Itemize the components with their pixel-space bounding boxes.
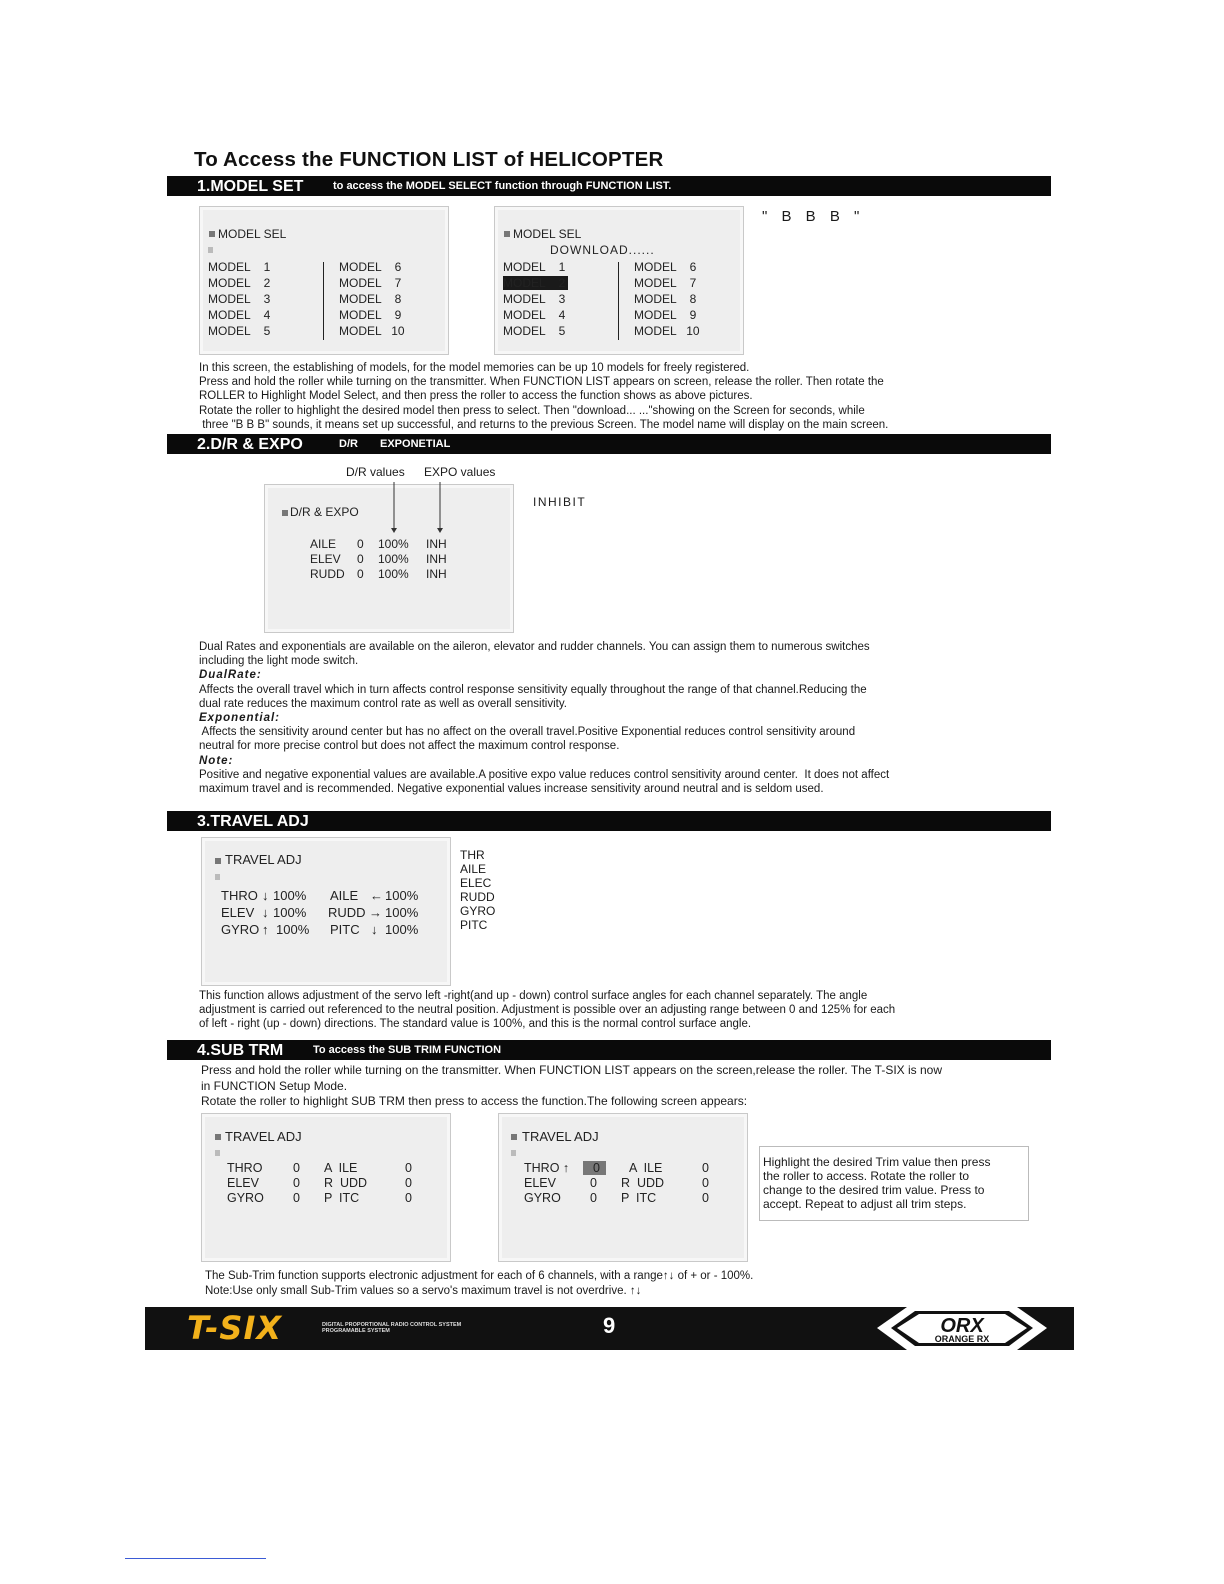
lcd-travel-adj [201, 837, 451, 986]
list-item: MODEL 4 [503, 308, 566, 322]
tagline-line: PROGRAMABLE SYSTEM [322, 1328, 390, 1334]
channel-label: ELEV [524, 1176, 556, 1190]
channel-label: AILE [330, 888, 359, 903]
expo-value: INH [426, 537, 447, 551]
channel-label: THRO ↑ [524, 1161, 570, 1175]
channel-label: AILE [310, 537, 337, 551]
download-status: DOWNLOAD...... [550, 243, 655, 257]
travel-value: 100% [276, 922, 310, 937]
cursor-icon [215, 1150, 220, 1156]
channel-name: PITC [460, 918, 488, 932]
list-item: MODEL 6 [634, 260, 697, 274]
instruction-note [763, 1155, 990, 1211]
trim-value: 0 [405, 1191, 412, 1205]
channel-label: GYRO [221, 922, 260, 937]
travel-value: 100% [273, 888, 307, 903]
body-line: ROLLER to Highlight Model Select, and then press the roller to access the function shows as above pictures. [199, 390, 753, 403]
list-item: MODEL 10 [634, 324, 700, 338]
channel-list [460, 848, 495, 932]
note-line: Highlight the desired Trim value then press [763, 1155, 991, 1169]
channel-label: PITC [330, 922, 360, 937]
channel-label: THRO [227, 1161, 263, 1175]
expo-value: INH [426, 552, 447, 566]
body-line: Press and hold the roller while turning on the transmitter. When FUNCTION LIST appears on the screen,release the roller. The T-SIX is now [201, 1063, 943, 1077]
section-header-travel-adj [167, 811, 1051, 831]
list-item: MODEL 8 [339, 292, 402, 306]
channel-label: GYRO [227, 1191, 264, 1205]
body-line: Rotate the roller to highlight SUB TRM then press to access the function.The following screen appears: [201, 1094, 748, 1108]
cursor-icon [215, 874, 220, 880]
travel-value: 100% [385, 888, 419, 903]
channel-name: THR [460, 848, 485, 862]
body-line: adjustment is carried out referenced to the neutral position. Adjustment is possible over an adjusting range between 0 and 125% for each [199, 1004, 896, 1017]
logo-subtext: ORANGE RX [934, 1334, 990, 1344]
beep-sound-label: " B B B " [762, 208, 865, 225]
footnote-line: The Sub-Trim function supports electronic adjustment for each of 6 channels, with a range↑↓ of + or - 100%. [205, 1270, 754, 1282]
trim-value: 0 [702, 1161, 709, 1175]
bullet-icon [209, 231, 215, 237]
t-six-logo: T-SIX [187, 1309, 283, 1347]
body-line: In this screen, the establishing of models, for the model memories can be up 10 models for freely registered. [199, 362, 750, 374]
section-subheading: To access the SUB TRIM FUNCTION [313, 1044, 502, 1056]
section-subheading: to access the MODEL SELECT function through FUNCTION LIST. [333, 180, 672, 192]
body-line: Rotate the roller to highlight the desired model then press to select. Then "download... ..."showing on the Screen for seconds, while [199, 404, 865, 417]
lcd-title: TRAVEL ADJ [225, 852, 302, 867]
body-line: three "B B B" sounds, it means set up successful, and returns to the previous Screen. The model name will display on the main screen. [199, 418, 889, 431]
channel-label: P ITC [621, 1191, 657, 1205]
channel-label: A ILE [324, 1161, 358, 1175]
body-line: dual rate reduces the maximum control rate as well as overall sensitivity. [199, 697, 567, 710]
list-item: MODEL 7 [339, 276, 402, 290]
dr-values-label: D/R values [346, 465, 405, 479]
divider [618, 262, 619, 340]
section-heading: 3.TRAVEL ADJ [197, 813, 309, 830]
bullet-icon [504, 231, 510, 237]
section-intro [201, 1063, 942, 1110]
list-item: MODEL 4 [208, 308, 271, 322]
bullet-icon [282, 510, 288, 516]
trim-value: 0 [405, 1161, 412, 1175]
channel-label: ELEV [310, 552, 341, 566]
trim-value-selected: 0 [583, 1161, 606, 1175]
travel-value: 100% [273, 905, 307, 920]
body-line: neutral for more precise control but does not affect the maximum control response. [199, 740, 620, 753]
travel-value: 100% [385, 922, 419, 937]
channel-label: RUDD [310, 567, 345, 581]
channel-label: P ITC [324, 1191, 360, 1205]
arrow-up-icon: ↑ [262, 922, 269, 937]
note-line: change to the desired trim value. Press to [763, 1183, 985, 1197]
section-body [199, 361, 888, 432]
lcd-title: TRAVEL ADJ [522, 1129, 599, 1144]
arrow-left-icon: ← [370, 888, 383, 903]
footnote-separator [125, 1558, 266, 1559]
lcd-title: MODEL SEL [218, 227, 287, 241]
bullet-icon [511, 1134, 517, 1140]
note-line: the roller to access. Rotate the roller to [763, 1169, 970, 1183]
dual-rate-heading: DualRate: [199, 669, 262, 682]
bullet-icon [215, 1134, 221, 1140]
list-item: MODEL 6 [339, 260, 402, 274]
lcd-title: MODEL SEL [513, 227, 582, 241]
channel-label: GYRO [524, 1191, 561, 1205]
page-footer [145, 1307, 1074, 1350]
section-header-sub-trim [167, 1040, 1051, 1060]
switch-value: 0 [357, 567, 364, 581]
list-item: MODEL 3 [503, 292, 566, 306]
switch-value: 0 [357, 552, 364, 566]
body-line: including the light mode switch. [199, 655, 359, 668]
footnote-line: Note:Use only small Sub-Trim values so a servo's maximum travel is not overdrive. ↑↓ [205, 1285, 642, 1297]
section-heading: 1.MODEL SET [197, 178, 304, 195]
body-line: maximum travel and is recommended. Negative exponential values increase sensitivity around neutral and is seldom used. [199, 783, 824, 796]
trim-value: 0 [702, 1176, 709, 1190]
arrow-down-icon: ↓ [371, 922, 378, 937]
instruction-note-box [759, 1146, 1029, 1221]
section-heading: 4.SUB TRM [197, 1042, 284, 1059]
list-item: MODEL 9 [634, 308, 697, 322]
section-subheading: D/R [339, 438, 358, 450]
note-line: accept. Repeat to adjust all trim steps. [763, 1197, 967, 1211]
sub-trim-footnotes [205, 1269, 753, 1299]
section-subheading: EXPONETIAL [380, 438, 451, 450]
trim-value: 0 [293, 1176, 300, 1190]
switch-value: 0 [357, 537, 364, 551]
cursor-icon [208, 247, 213, 253]
channel-label: ELEV [227, 1176, 259, 1190]
list-item: MODEL 3 [208, 292, 271, 306]
list-item: MODEL 5 [208, 324, 271, 338]
trim-value: 0 [293, 1191, 300, 1205]
body-line: Positive and negative exponential values are available.A positive expo value reduces control sensitivity around center. It does not affect [199, 768, 890, 781]
channel-label: RUDD [328, 905, 366, 920]
body-line: of left - right (up - down) directions. The standard value is 100%, and this is the normal control surface angle. [199, 1018, 752, 1031]
list-item: MODEL 7 [634, 276, 697, 290]
arrow-right-icon: → [369, 905, 382, 920]
inhibit-label: INHIBIT [533, 495, 587, 509]
list-item-selected: MODEL 2 [503, 276, 568, 290]
trim-value: 0 [590, 1176, 597, 1190]
page-number: 9 [603, 1313, 616, 1338]
lcd-title: TRAVEL ADJ [225, 1129, 302, 1144]
expo-values-label: EXPO values [424, 465, 496, 479]
orange-rx-logo [857, 1307, 1047, 1350]
body-line: in FUNCTION Setup Mode. [201, 1078, 348, 1093]
channel-name: RUDD [460, 890, 495, 904]
divider [323, 262, 324, 340]
dr-value: 100% [378, 537, 409, 551]
list-item: MODEL 1 [208, 260, 271, 274]
body-line: Press and hold the roller while turning on the transmitter. When FUNCTION LIST appears on screen, release the roller. Then rotate the [199, 376, 884, 389]
trim-value: 0 [702, 1191, 709, 1205]
bullet-icon [215, 858, 221, 864]
trim-value: 0 [590, 1191, 597, 1205]
arrow-down-icon: ↓ [262, 888, 269, 903]
body-line: Dual Rates and exponentials are available on the aileron, elevator and rudder channels. You can assign them to numerous switches [199, 641, 870, 653]
exponential-heading: Exponential: [199, 712, 281, 725]
channel-name: GYRO [460, 904, 496, 918]
note-heading: Note: [199, 754, 234, 767]
list-item: MODEL 1 [503, 260, 566, 274]
dr-value: 100% [378, 552, 409, 566]
trim-value: 0 [405, 1176, 412, 1190]
logo-text: ORX [940, 1315, 984, 1337]
lcd-sub-trim-2 [498, 1113, 748, 1262]
pointer-arrows [380, 478, 460, 538]
channel-label: THRO [221, 888, 258, 903]
channel-label: R UDD [324, 1176, 368, 1190]
list-item: MODEL 9 [339, 308, 402, 322]
cursor-icon [511, 1150, 516, 1156]
expo-value: INH [426, 567, 447, 581]
section-heading: 2.D/R & EXPO [197, 436, 303, 453]
body-line: This function allows adjustment of the servo left -right(and up - down) control surface angles for each channel separately. The angle [199, 990, 868, 1002]
lcd-sub-trim-1 [201, 1113, 451, 1262]
arrow-down-icon: ↓ [262, 905, 269, 920]
lcd-model-sel-1 [199, 206, 449, 355]
channel-name: AILE [460, 862, 487, 876]
body-line: Affects the overall travel which in turn affects control response sensitivity equally throughout the range of that channel.Reducing the [199, 683, 867, 696]
channel-name: ELEC [460, 876, 492, 890]
trim-value: 0 [293, 1161, 300, 1175]
tagline-line: DIGITAL PROPORTIONAL RADIO CONTROL SYSTEM [322, 1322, 462, 1328]
dr-value: 100% [378, 567, 409, 581]
travel-value: 100% [385, 905, 419, 920]
body-line: Affects the sensitivity around center but has no affect on the overall travel.Positive Exponential reduces control sensitivity around [199, 726, 856, 739]
footer-tagline [322, 1322, 461, 1334]
section-body [199, 640, 889, 796]
list-item: MODEL 8 [634, 292, 697, 306]
channel-label: R UDD [621, 1176, 665, 1190]
list-item: MODEL 5 [503, 324, 566, 338]
lcd-model-sel-2 [494, 206, 744, 355]
section-body [199, 989, 895, 1032]
channel-label: A ILE [629, 1161, 663, 1175]
section-header-dr-expo [167, 434, 1051, 454]
list-item: MODEL 10 [339, 324, 405, 338]
page-title: To Access the FUNCTION LIST of HELICOPTER [194, 148, 664, 171]
channel-label: ELEV [221, 905, 255, 920]
section-header-model-set [167, 176, 1051, 196]
lcd-title: D/R & EXPO [290, 505, 359, 519]
list-item: MODEL 2 [208, 276, 271, 290]
